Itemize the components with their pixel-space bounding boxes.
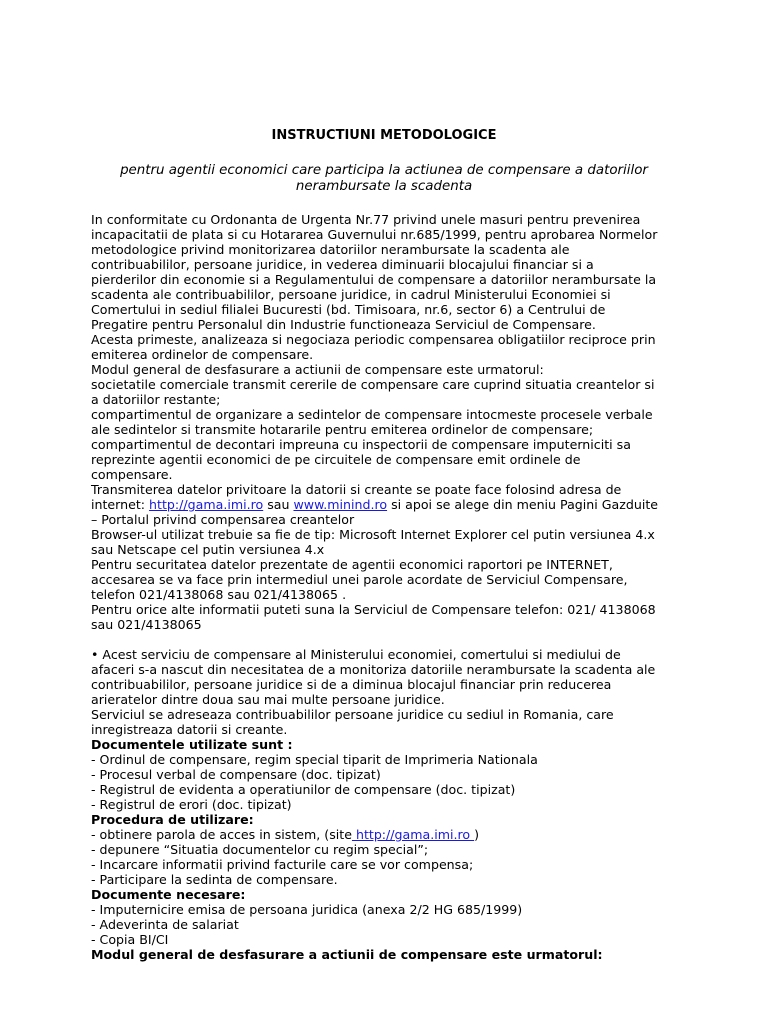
text-line: pierderilor din economie si a Regulamentului de compensare a datoriilor nerambursate la: [91, 272, 657, 287]
list-item: - Registrul de erori (doc. tipizat): [91, 797, 292, 812]
text-line: scadenta ale contribuabililor, persoane juridice, in cadrul Ministerului Economiei si: [91, 287, 611, 302]
text-line: Pentru orice alte informatii puteti suna la Serviciul de Compensare telefon: 021/ 4138068: [91, 602, 656, 617]
list-item: - Procesul verbal de compensare (doc. tipizat): [91, 767, 381, 782]
list-item: - Imputernicire emisa de persoana juridica (anexa 2/2 HG 685/1999): [91, 902, 523, 917]
text-line: reprezinte agentii economici de pe circuitele de compensare emit ordinele de: [91, 452, 581, 467]
text-span: si apoi se alege din meniu Pagini Gazduite: [387, 497, 659, 512]
text-line: Pregatire pentru Personalul din Industrie functioneaza Serviciul de Compensare.: [91, 317, 596, 332]
text-line: telefon 021/4138068 sau 021/4138065 .: [91, 587, 347, 602]
list-item: - Adeverinta de salariat: [91, 917, 239, 932]
section-heading: Modul general de desfasurare a actiunii de compensare este urmatorul:: [91, 947, 603, 962]
section-heading: Documente necesare:: [91, 887, 246, 902]
list-item: - Ordinul de compensare, regim special tiparit de Imprimeria Nationala: [91, 752, 538, 767]
text-line: Serviciul se adreseaza contribuabililor persoane juridice cu sediul in Romania, care: [91, 707, 614, 722]
text-line: compensare.: [91, 467, 173, 482]
text-line: Acesta primeste, analizeaza si negociaza periodic compensarea obligatiilor reciproce prin: [91, 332, 656, 347]
list-item: - Participare la sedinta de compensare.: [91, 872, 338, 887]
text-line: Transmiterea datelor privitoare la datorii si creante se poate face folosind adresa de: [91, 482, 622, 497]
intro-paragraph: [91, 212, 691, 632]
text-line: sau 021/4138065: [91, 617, 202, 632]
service-paragraph: [91, 647, 691, 737]
document-subtitle: [95, 163, 673, 195]
text-line: Browser-ul utilizat trebuie sa fie de tip: Microsoft Internet Explorer cel putin versiunea 4.x: [91, 527, 655, 542]
text-line: contribuabililor, persoane juridice, in vederea diminuarii blocajului financiar si a: [91, 257, 594, 272]
list-item: - depunere “Situatia documentelor cu regim special”;: [91, 842, 429, 857]
text-line: incapacitatii de plata si cu Hotararea Guvernului nr.685/1999, pentru aprobarea Normelor: [91, 227, 658, 242]
documente-section: [91, 737, 691, 812]
list-item: - Incarcare informatii privind facturile care se vor compensa;: [91, 857, 474, 872]
text-line: compartimentul de organizare a sedintelor de compensare intocmeste procesele verbale: [91, 407, 653, 422]
text-span: - obtinere parola de acces in sistem, (site: [91, 827, 352, 842]
text-line: – Portalul privind compensarea creantelor: [91, 512, 355, 527]
subtitle-line: pentru agentii economici care participa la actiunea de compensare a datoriilor: [120, 163, 648, 178]
text-line: contribuabililor, persoane juridice si de a diminua blocajul financiar prin reducerea: [91, 677, 612, 692]
section-heading: Procedura de utilizare:: [91, 812, 254, 827]
internet-line: [91, 497, 691, 512]
text-line: inregistreaza datorii si creante.: [91, 722, 288, 737]
minind-link[interactable]: www.minind.ro: [293, 497, 388, 512]
gama-site-link[interactable]: http://gama.imi.ro: [351, 827, 475, 842]
text-line: arieratelor dintre doua sau mai multe persoane juridice.: [91, 692, 445, 707]
text-line: Pentru securitatea datelor prezentate de agentii economici raportori pe INTERNET,: [91, 557, 613, 572]
text-line: compartimentul de decontari impreuna cu inspectorii de compensare imputerniciti sa: [91, 437, 631, 452]
text-line: societatile comerciale transmit cererile de compensare care cuprind situatia creantelor si: [91, 377, 655, 392]
subtitle-line: nerambursate la scadenta: [295, 179, 473, 194]
text-line: a datoriilor restante;: [91, 392, 221, 407]
text-line: emiterea ordinelor de compensare.: [91, 347, 314, 362]
list-item: - Copia BI/CI: [91, 932, 169, 947]
text-line: afaceri s-a nascut din necesitatea de a monitoriza datoriile nerambursate la scadenta ale: [91, 662, 656, 677]
text-line: Comertului in sediul filialei Bucuresti (bd. Timisoara, nr.6, sector 6) a Centrului de: [91, 302, 606, 317]
text-line: • Acest serviciu de compensare al Ministerului economiei, comertului si mediului de: [91, 647, 621, 662]
document-body: [91, 212, 691, 962]
text-line: In conformitate cu Ordonanta de Urgenta Nr.77 privind unele masuri pentru prevenirea: [91, 212, 641, 227]
text-span: ): [474, 827, 480, 842]
text-line: Modul general de desfasurare a actiunii de compensare este urmatorul:: [91, 362, 544, 377]
list-item: [91, 827, 691, 842]
procedura-section: [91, 812, 691, 887]
text-line: ale sedintelor si transmite hotararile pentru emiterea ordinelor de compensare;: [91, 422, 594, 437]
text-span: sau: [263, 497, 294, 512]
section-heading: Documentele utilizate sunt :: [91, 737, 293, 752]
text-line: metodologice privind monitorizarea datoriilor nerambursate la scadenta ale: [91, 242, 570, 257]
text-line: sau Netscape cel putin versiunea 4.x: [91, 542, 325, 557]
spacer: [91, 632, 691, 647]
gama-link[interactable]: http://gama.imi.ro: [149, 497, 264, 512]
text-span: internet:: [91, 497, 150, 512]
list-item: - Registrul de evidenta a operatiunilor de compensare (doc. tipizat): [91, 782, 516, 797]
document-title: INSTRUCTIUNI METODOLOGICE: [271, 128, 497, 143]
text-line: accesarea se va face prin intermediul unei parole acordate de Serviciul Compensare,: [91, 572, 628, 587]
necesare-section: [91, 887, 691, 947]
